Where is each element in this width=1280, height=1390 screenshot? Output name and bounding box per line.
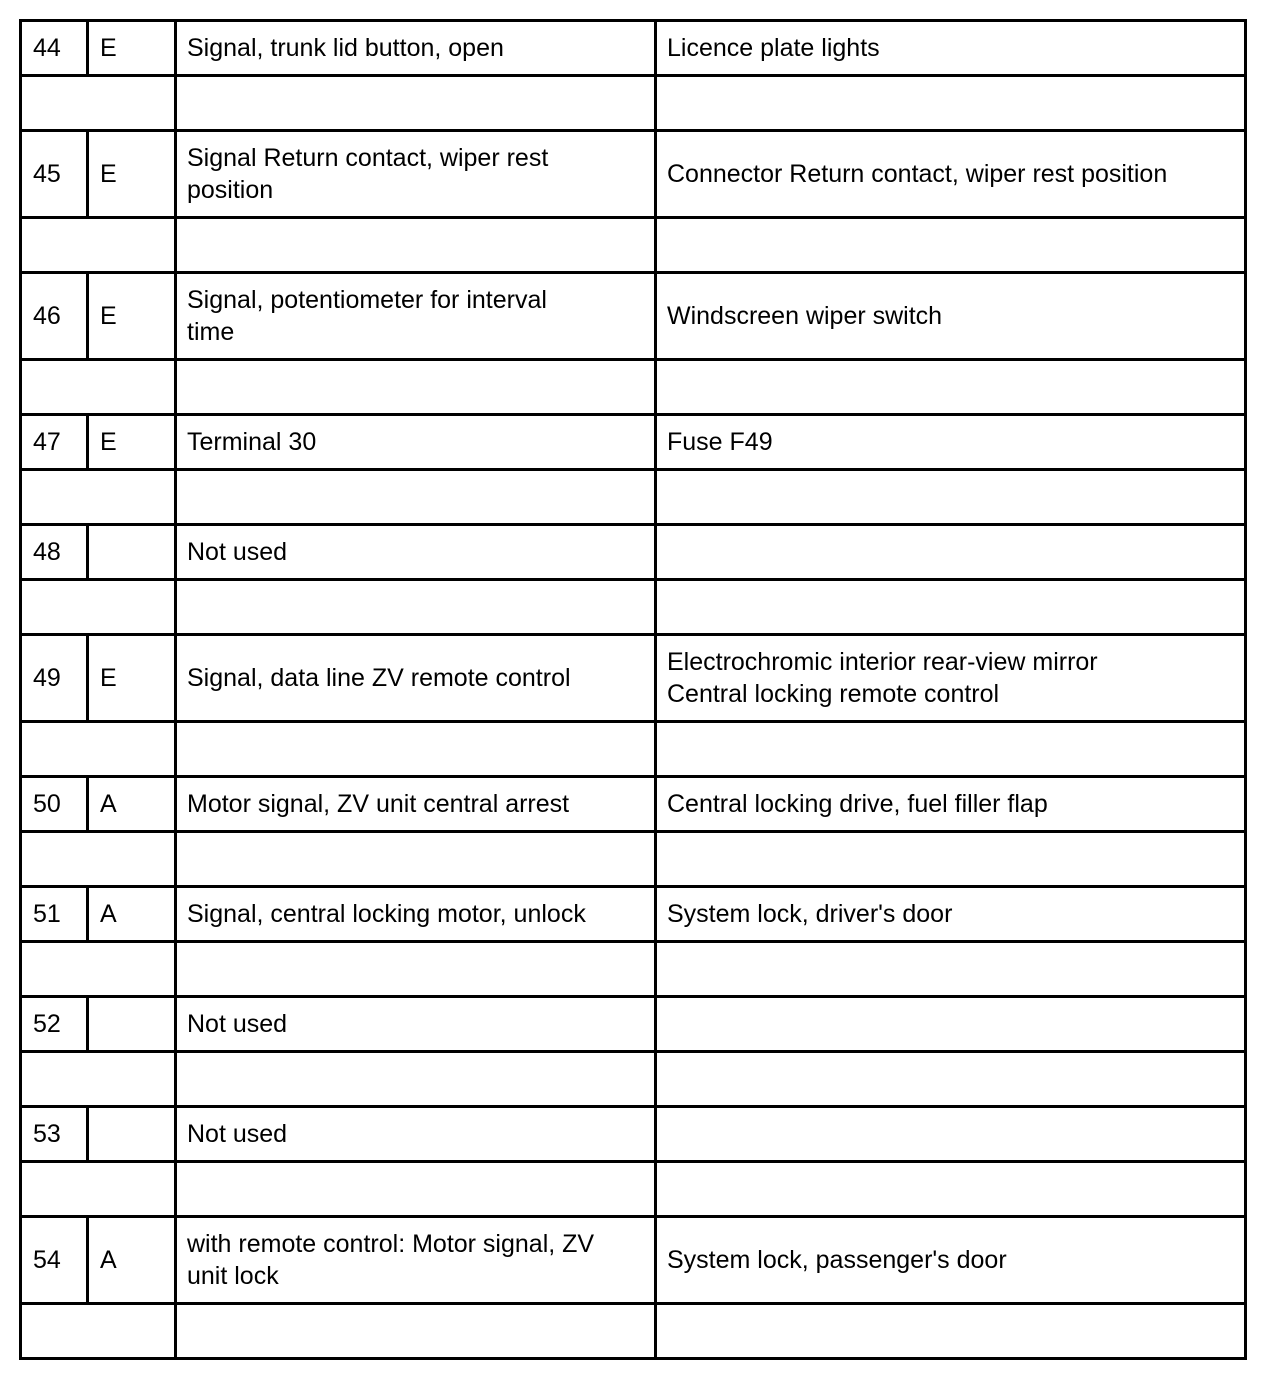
signal-description-cell [176,887,656,942]
table-row [21,997,1246,1052]
pin-number-text: 52 [33,1010,61,1038]
signal-description-cell [176,131,656,218]
table-row [21,1217,1246,1304]
io-type-cell [88,525,176,580]
signal-description-text: Not used [187,538,288,566]
connection-cell [656,635,1246,722]
pin-number-cell [21,21,88,76]
pin-number-text: 47 [33,428,61,456]
empty-cell [21,722,176,777]
io-type-cell [88,131,176,218]
empty-cell [656,76,1246,131]
io-type-cell [88,1217,176,1304]
connection-cell [656,273,1246,360]
empty-cell [21,580,176,635]
spacer-row [21,1052,1246,1107]
empty-cell [21,1304,176,1359]
empty-cell [656,1304,1246,1359]
io-type-cell [88,21,176,76]
pin-number-text: 51 [33,900,61,928]
io-type-text: E [100,302,117,330]
connection-text: Windscreen wiper switch [667,302,943,330]
table-row [21,525,1246,580]
empty-cell [21,76,176,131]
spacer-row [21,942,1246,997]
pin-number-cell [21,415,88,470]
connection-cell [656,21,1246,76]
connection-text: Electrochromic interior rear-view mirror Central locking remote control [667,648,1098,708]
table-row [21,21,1246,76]
signal-description-text: Not used [187,1120,288,1148]
spacer-row [21,360,1246,415]
pin-number-cell [21,131,88,218]
empty-cell [176,1304,656,1359]
empty-cell [176,722,656,777]
spacer-row [21,832,1246,887]
io-type-cell [88,1107,176,1162]
connection-cell [656,525,1246,580]
spacer-row [21,1162,1246,1217]
signal-description-text: with remote control: Motor signal, ZV unit lock [187,1230,595,1290]
connection-cell [656,1107,1246,1162]
signal-description-cell [176,525,656,580]
empty-cell [176,360,656,415]
table-row [21,131,1246,218]
spacer-row [21,470,1246,525]
signal-description-cell [176,997,656,1052]
empty-cell [656,1052,1246,1107]
pin-number-cell [21,1217,88,1304]
empty-cell [176,580,656,635]
io-type-text: A [100,1246,117,1274]
table-row [21,887,1246,942]
io-type-text: E [100,34,117,62]
pin-number-text: 46 [33,302,61,330]
pin-number-text: 50 [33,790,61,818]
empty-cell [176,832,656,887]
connection-text: Connector Return contact, wiper rest position [667,160,1168,188]
signal-description-text: Signal, data line ZV remote control [187,664,571,692]
table-row [21,635,1246,722]
empty-cell [176,218,656,273]
signal-description-text: Signal, central locking motor, unlock [187,900,586,928]
connection-text: System lock, driver's door [667,900,953,928]
empty-cell [176,1052,656,1107]
connection-cell [656,1217,1246,1304]
spacer-row [21,218,1246,273]
table-row [21,415,1246,470]
empty-cell [176,76,656,131]
empty-cell [21,218,176,273]
empty-cell [656,580,1246,635]
signal-description-text: Motor signal, ZV unit central arrest [187,790,570,818]
pin-assignment-table [19,19,1247,1360]
signal-description-cell [176,273,656,360]
empty-cell [21,942,176,997]
connection-text: System lock, passenger's door [667,1246,1007,1274]
io-type-cell [88,635,176,722]
signal-description-text: Not used [187,1010,288,1038]
pin-number-cell [21,997,88,1052]
connection-cell [656,997,1246,1052]
table-row [21,1107,1246,1162]
connection-cell [656,415,1246,470]
connection-text: Central locking drive, fuel filler flap [667,790,1048,818]
empty-cell [21,1052,176,1107]
empty-cell [21,470,176,525]
empty-cell [656,360,1246,415]
pin-number-cell [21,525,88,580]
connection-cell [656,887,1246,942]
signal-description-cell [176,1107,656,1162]
empty-cell [176,942,656,997]
signal-description-cell [176,635,656,722]
pin-number-cell [21,887,88,942]
signal-description-text: Signal, trunk lid button, open [187,34,504,62]
pin-number-cell [21,1107,88,1162]
pin-number-cell [21,273,88,360]
signal-description-cell [176,1217,656,1304]
signal-description-text: Signal, potentiometer for interval time [187,286,547,346]
empty-cell [656,218,1246,273]
empty-cell [176,1162,656,1217]
pin-number-text: 48 [33,538,61,566]
io-type-cell [88,997,176,1052]
io-type-cell [88,415,176,470]
empty-cell [656,722,1246,777]
io-type-text: A [100,900,117,928]
empty-cell [656,832,1246,887]
connection-cell [656,131,1246,218]
io-type-cell [88,273,176,360]
pin-number-cell [21,777,88,832]
io-type-text: E [100,160,117,188]
table-row [21,777,1246,832]
io-type-cell [88,887,176,942]
signal-description-text: Terminal 30 [187,428,317,456]
empty-cell [656,470,1246,525]
connection-text: Fuse F49 [667,428,773,456]
empty-cell [656,1162,1246,1217]
empty-cell [21,1162,176,1217]
spacer-row [21,76,1246,131]
empty-cell [21,360,176,415]
io-type-text: E [100,428,117,456]
pin-number-text: 49 [33,664,61,692]
io-type-cell [88,777,176,832]
table-row [21,273,1246,360]
spacer-row [21,722,1246,777]
spacer-row [21,580,1246,635]
connection-cell [656,777,1246,832]
pin-number-text: 54 [33,1246,61,1274]
io-type-text: A [100,790,117,818]
empty-cell [21,832,176,887]
connection-text: Licence plate lights [667,34,880,62]
pin-number-text: 53 [33,1120,61,1148]
pin-table-body [21,21,1246,1359]
pin-number-text: 45 [33,160,61,188]
pin-number-cell [21,635,88,722]
pin-number-text: 44 [33,34,61,62]
signal-description-cell [176,21,656,76]
signal-description-cell [176,777,656,832]
empty-cell [656,942,1246,997]
signal-description-text: Signal Return contact, wiper rest position [187,144,549,204]
empty-cell [176,470,656,525]
io-type-text: E [100,664,117,692]
signal-description-cell [176,415,656,470]
spacer-row [21,1304,1246,1359]
